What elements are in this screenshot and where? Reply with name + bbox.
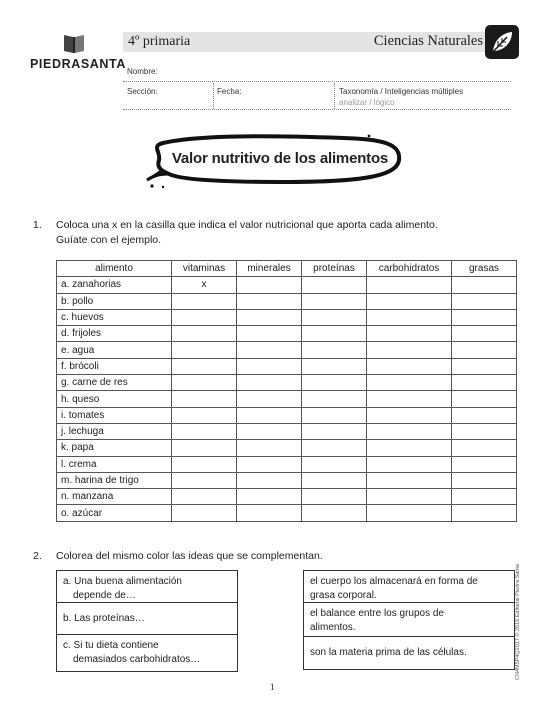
table-row — [57, 391, 517, 407]
food-name-cell: i. tomates — [57, 407, 172, 423]
proteins-checkbox-cell[interactable] — [302, 342, 367, 358]
vitamins-checkbox-cell[interactable] — [172, 375, 237, 391]
table-row — [57, 293, 517, 309]
col-header-food: alimento — [57, 261, 172, 277]
food-name-cell: g. carne de res — [57, 375, 172, 391]
carbohydrates-checkbox-cell[interactable] — [367, 391, 452, 407]
carbohydrates-checkbox-cell[interactable] — [367, 309, 452, 325]
proteins-checkbox-cell[interactable] — [302, 423, 367, 439]
question-2-text: Colorea del mismo color las ideas que se complementan. — [56, 550, 323, 562]
minerals-checkbox-cell[interactable] — [237, 326, 302, 342]
vitamins-checkbox-cell[interactable] — [172, 293, 237, 309]
left-idea-b-line1: b. Las proteínas… — [63, 613, 145, 624]
minerals-checkbox-cell[interactable] — [237, 472, 302, 488]
fats-checkbox-cell[interactable] — [452, 472, 517, 488]
food-name-cell: c. huevos — [57, 309, 172, 325]
table-row — [57, 472, 517, 488]
food-name-cell: d. frijoles — [57, 326, 172, 342]
fats-checkbox-cell[interactable] — [452, 309, 517, 325]
right-idea-1-line2: grasa corporal. — [310, 590, 377, 601]
divider — [213, 83, 214, 109]
name-label: Nombre: — [127, 67, 158, 76]
left-idea-b[interactable] — [57, 603, 237, 635]
food-name-cell: a. zanahorias — [57, 277, 172, 293]
fats-checkbox-cell[interactable] — [452, 391, 517, 407]
right-idea-2-line2: alimentos. — [310, 622, 356, 633]
food-name-cell: h. queso — [57, 391, 172, 407]
food-name-cell: n. manzana — [57, 489, 172, 505]
book-logo-icon — [62, 32, 86, 54]
question-1-number: 1. — [33, 219, 42, 231]
food-name-cell: b. pollo — [57, 293, 172, 309]
minerals-checkbox-cell[interactable] — [237, 358, 302, 374]
nutrition-table — [56, 260, 517, 522]
question-1-line2: Guíate con el ejemplo. — [56, 234, 162, 246]
proteins-checkbox-cell[interactable] — [302, 277, 367, 293]
section-line — [123, 109, 511, 110]
name-line[interactable] — [123, 81, 511, 82]
table-row — [57, 489, 517, 505]
fats-checkbox-cell[interactable] — [452, 423, 517, 439]
proteins-checkbox-cell[interactable] — [302, 407, 367, 423]
taxonomy-sub: analizar / lógico — [339, 98, 395, 107]
proteins-checkbox-cell[interactable] — [302, 456, 367, 472]
fats-checkbox-cell[interactable] — [452, 277, 517, 293]
vitamins-checkbox-cell[interactable] — [172, 407, 237, 423]
proteins-checkbox-cell[interactable] — [302, 293, 367, 309]
food-name-cell: o. azúcar — [57, 505, 172, 521]
table-row — [57, 440, 517, 456]
fats-checkbox-cell[interactable] — [452, 342, 517, 358]
col-header-carbohydrates: carbohidratos — [367, 261, 452, 277]
right-idea-3[interactable] — [304, 637, 514, 669]
carbohydrates-checkbox-cell[interactable] — [367, 293, 452, 309]
vitamins-checkbox-cell[interactable] — [172, 423, 237, 439]
grade-label: 4º primaria — [128, 34, 191, 49]
section-label: Sección: — [127, 87, 158, 96]
left-idea-c-line1: c. Si tu dieta contiene — [63, 640, 159, 651]
question-1-line1: Coloca una x en la casilla que indica el valor nutricional que aporta cada alimento. — [56, 219, 438, 231]
left-idea-c[interactable] — [57, 635, 237, 671]
minerals-checkbox-cell[interactable] — [237, 293, 302, 309]
table-row — [57, 342, 517, 358]
vitamins-checkbox-cell[interactable] — [172, 358, 237, 374]
copyright-note: CN4M5P4Q2017 © 2016 Editorial Piedra Santa — [515, 564, 521, 680]
proteins-checkbox-cell[interactable] — [302, 489, 367, 505]
vitamins-checkbox-cell[interactable] — [172, 456, 237, 472]
col-header-minerals: minerales — [237, 261, 302, 277]
page-number: 1 — [270, 682, 275, 692]
carbohydrates-checkbox-cell[interactable] — [367, 505, 452, 521]
carbohydrates-checkbox-cell[interactable] — [367, 326, 452, 342]
proteins-checkbox-cell[interactable] — [302, 440, 367, 456]
table-row — [57, 375, 517, 391]
col-header-vitamins: vitaminas — [172, 261, 237, 277]
publisher-logo: PIEDRASANTA — [30, 57, 126, 71]
table-row — [57, 407, 517, 423]
taxonomy-label: Taxonomía / Inteligencias múltiples — [339, 87, 464, 96]
food-name-cell: l. crema — [57, 456, 172, 472]
food-name-cell: e. agua — [57, 342, 172, 358]
minerals-checkbox-cell[interactable] — [237, 489, 302, 505]
fats-checkbox-cell[interactable] — [452, 293, 517, 309]
proteins-checkbox-cell[interactable] — [302, 309, 367, 325]
proteins-checkbox-cell[interactable] — [302, 391, 367, 407]
right-idea-1[interactable] — [304, 571, 514, 603]
minerals-checkbox-cell[interactable] — [237, 456, 302, 472]
date-label: Fecha: — [217, 87, 242, 96]
minerals-checkbox-cell[interactable] — [237, 440, 302, 456]
proteins-checkbox-cell[interactable] — [302, 358, 367, 374]
fats-checkbox-cell[interactable] — [452, 505, 517, 521]
left-idea-c-line2: demasiados carbohidratos… — [73, 654, 201, 665]
divider — [334, 83, 335, 109]
table-row — [57, 309, 517, 325]
carbohydrates-checkbox-cell[interactable] — [367, 456, 452, 472]
vitamins-checkbox-cell[interactable] — [172, 326, 237, 342]
left-idea-a-line2: depende de… — [73, 590, 136, 601]
subject-label: Ciencias Naturales — [373, 33, 483, 49]
carbohydrates-checkbox-cell[interactable] — [367, 440, 452, 456]
carbohydrates-checkbox-cell[interactable] — [367, 489, 452, 505]
proteins-checkbox-cell[interactable] — [302, 472, 367, 488]
proteins-checkbox-cell[interactable] — [302, 505, 367, 521]
fats-checkbox-cell[interactable] — [452, 407, 517, 423]
minerals-checkbox-cell[interactable] — [237, 342, 302, 358]
vitamins-checkbox-cell[interactable] — [172, 342, 237, 358]
right-idea-1-line1: el cuerpo los almacenará en forma de — [310, 576, 478, 587]
minerals-checkbox-cell[interactable] — [237, 277, 302, 293]
table-row — [57, 358, 517, 374]
fats-checkbox-cell[interactable] — [452, 456, 517, 472]
question-2-number: 2. — [33, 550, 42, 562]
food-name-cell: k. papa — [57, 440, 172, 456]
proteins-checkbox-cell[interactable] — [302, 375, 367, 391]
table-row — [57, 505, 517, 521]
fats-checkbox-cell[interactable] — [452, 326, 517, 342]
left-idea-a-line1: a. Una buena alimentación — [63, 576, 182, 587]
vitamins-checkbox-cell[interactable] — [172, 391, 237, 407]
left-idea-a[interactable] — [57, 571, 237, 603]
food-name-cell: m. harina de trigo — [57, 472, 172, 488]
minerals-checkbox-cell[interactable] — [237, 505, 302, 521]
fats-checkbox-cell[interactable] — [452, 358, 517, 374]
vitamins-checkbox-cell[interactable] — [172, 309, 237, 325]
worksheet-title: Valor nutritivo de los alimentos — [171, 150, 389, 167]
carbohydrates-checkbox-cell[interactable] — [367, 375, 452, 391]
leaf-icon — [484, 24, 520, 60]
proteins-checkbox-cell[interactable] — [302, 326, 367, 342]
fats-checkbox-cell[interactable] — [452, 375, 517, 391]
minerals-checkbox-cell[interactable] — [237, 309, 302, 325]
col-header-fats: grasas — [452, 261, 517, 277]
food-name-cell: j. lechuga — [57, 423, 172, 439]
minerals-checkbox-cell[interactable] — [237, 375, 302, 391]
right-idea-2[interactable] — [304, 603, 514, 637]
carbohydrates-checkbox-cell[interactable] — [367, 407, 452, 423]
vitamins-checkbox-cell[interactable]: x — [172, 277, 237, 293]
table-row — [57, 456, 517, 472]
carbohydrates-checkbox-cell[interactable] — [367, 342, 452, 358]
vitamins-checkbox-cell[interactable] — [172, 489, 237, 505]
table-row — [57, 277, 517, 293]
minerals-checkbox-cell[interactable] — [237, 423, 302, 439]
table-header-row — [57, 261, 517, 277]
right-ideas-box — [303, 570, 515, 670]
fats-checkbox-cell[interactable] — [452, 440, 517, 456]
carbohydrates-checkbox-cell[interactable] — [367, 277, 452, 293]
table-row — [57, 423, 517, 439]
vitamins-checkbox-cell[interactable] — [172, 505, 237, 521]
minerals-checkbox-cell[interactable] — [237, 391, 302, 407]
minerals-checkbox-cell[interactable] — [237, 407, 302, 423]
right-idea-2-line1: el balance entre los grupos de — [310, 608, 444, 619]
carbohydrates-checkbox-cell[interactable] — [367, 472, 452, 488]
carbohydrates-checkbox-cell[interactable] — [367, 423, 452, 439]
carbohydrates-checkbox-cell[interactable] — [367, 358, 452, 374]
food-name-cell: f. brócoli — [57, 358, 172, 374]
fats-checkbox-cell[interactable] — [452, 489, 517, 505]
vitamins-checkbox-cell[interactable] — [172, 472, 237, 488]
col-header-proteins: proteínas — [302, 261, 367, 277]
table-row — [57, 326, 517, 342]
vitamins-checkbox-cell[interactable] — [172, 440, 237, 456]
right-idea-3-line1: son la materia prima de las células. — [310, 647, 467, 658]
left-ideas-box — [56, 570, 238, 672]
